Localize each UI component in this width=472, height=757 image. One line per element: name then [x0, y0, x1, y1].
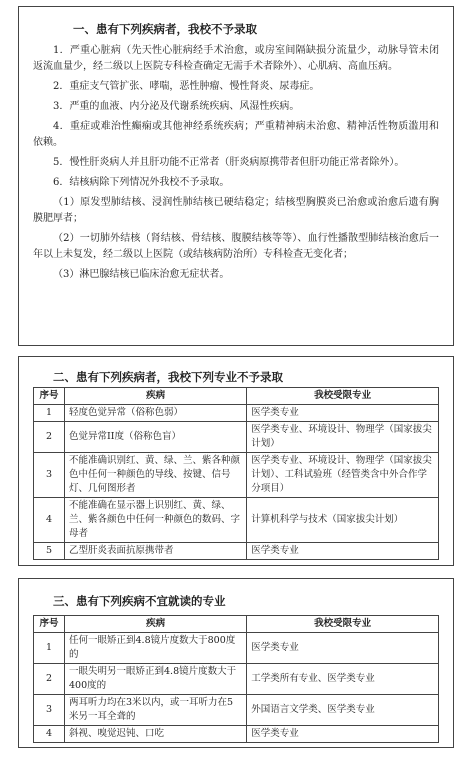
table-row [34, 422, 439, 453]
row-index: 2 [34, 422, 65, 453]
header-index: 序号 [34, 388, 65, 405]
row-disease: 任何一眼矫正到4.8镜片度数大于800度的 [65, 633, 247, 664]
section-1-paragraph: （2）一切肺外结核（肾结核、骨结核、腹膜结核等等）、血行性播散型肺结核治愈后一年以上未复发，经二级以上医院（或结核病防治所）专科检查无变化者； [33, 233, 439, 260]
row-disease: 乙型肝炎表面抗原携带者 [65, 543, 247, 560]
section-1-title: 一、患有下列疾病者，我校不予录取 [73, 22, 257, 36]
row-major: 医学类专业 [247, 543, 439, 560]
section-2-title: 二、患有下列疾病者，我校下列专业不予录取 [53, 370, 283, 384]
row-disease: 斜视、嗅觉迟钝、口吃 [65, 726, 247, 743]
row-index: 3 [34, 695, 65, 726]
header-disease: 疾病 [65, 388, 247, 405]
header-major: 我校受限专业 [247, 616, 439, 633]
row-major: 医学类专业 [247, 726, 439, 743]
table-row [34, 543, 439, 560]
section-1-paragraph: 3．严重的血液、内分泌及代谢系统疾病、风湿性疾病。 [53, 101, 300, 112]
section-3-title: 三、患有下列疾病不宜就读的专业 [53, 594, 226, 608]
header-disease: 疾病 [65, 616, 247, 633]
row-index: 2 [34, 664, 65, 695]
unsuitable-major-table [33, 615, 439, 743]
section-2-box [18, 356, 454, 566]
table-row [34, 633, 439, 664]
header-index: 序号 [34, 616, 65, 633]
row-index: 4 [34, 726, 65, 743]
section-1-paragraph: 4．重症或难治性癫痫或其他神经系统疾病；严重精神病未治愈、精神活性物质滥用和依赖。 [33, 121, 439, 148]
table-row [34, 664, 439, 695]
table-row [34, 453, 439, 498]
section-1-box [18, 6, 454, 346]
row-major: 医学类专业、环境设计、物理学（国家拔尖计划）、工科试验班（经管类含中外合作学分项目） [247, 453, 439, 498]
row-index: 5 [34, 543, 65, 560]
row-index: 4 [34, 498, 65, 543]
row-major: 医学类专业 [247, 405, 439, 422]
table-row [34, 695, 439, 726]
restriction-table [33, 387, 439, 560]
row-disease: 轻度色觉异常（俗称色弱） [65, 405, 247, 422]
table-header-row [34, 388, 439, 405]
table-row [34, 726, 439, 743]
section-1-paragraph: （3）淋巴腺结核已临床治愈无症状者。 [53, 269, 230, 280]
table-row [34, 498, 439, 543]
section-1-paragraph: 6．结核病除下列情况外我校不予录取。 [53, 177, 230, 188]
section-1-paragraph: 2．重症支气管扩张、哮喘，恶性肿瘤、慢性肾炎、尿毒症。 [53, 81, 320, 92]
section-1-paragraph: （1）原发型肺结核、浸润性肺结核已硬结稳定；结核型胸膜炎已治愈或治愈后遗有胸膜肥厚者； [33, 197, 439, 224]
row-major: 工学类所有专业、医学类专业 [247, 664, 439, 695]
header-major: 我校受限专业 [247, 388, 439, 405]
section-3-box [18, 578, 454, 748]
row-index: 3 [34, 453, 65, 498]
table-row [34, 405, 439, 422]
row-disease: 不能准确识别红、黄、绿、兰、紫各种颜色中任何一种颜色的导线、按键、信号灯、几何图形者 [65, 453, 247, 498]
row-disease: 不能准确在显示器上识别红、黄、绿、兰、紫各颜色中任何一种颜色的数码、字母者 [65, 498, 247, 543]
row-major: 外国语言文学类、医学类专业 [247, 695, 439, 726]
table-header-row [34, 616, 439, 633]
row-disease: 两耳听力均在3米以内，或一耳听力在5米另一耳全聋的 [65, 695, 247, 726]
section-1-paragraph: 5．慢性肝炎病人并且肝功能不正常者（肝炎病原携带者但肝功能正常者除外）。 [53, 157, 405, 168]
row-major: 医学类专业、环境设计、物理学（国家拔尖计划） [247, 422, 439, 453]
section-1-paragraph: 1．严重心脏病（先天性心脏病经手术治愈，或房室间隔缺损分流量少，动脉导管未闭返流血量少，经二级以上医院专科检查确定无需手术者除外）、心肌病、高血压病。 [33, 45, 439, 72]
row-major: 计算机科学与技术（国家拔尖计划） [247, 498, 439, 543]
row-index: 1 [34, 633, 65, 664]
row-major: 医学类专业 [247, 633, 439, 664]
row-disease: 色觉异常II度（俗称色盲） [65, 422, 247, 453]
row-disease: 一眼失明另一眼矫正到4.8镜片度数大于400度的 [65, 664, 247, 695]
row-index: 1 [34, 405, 65, 422]
